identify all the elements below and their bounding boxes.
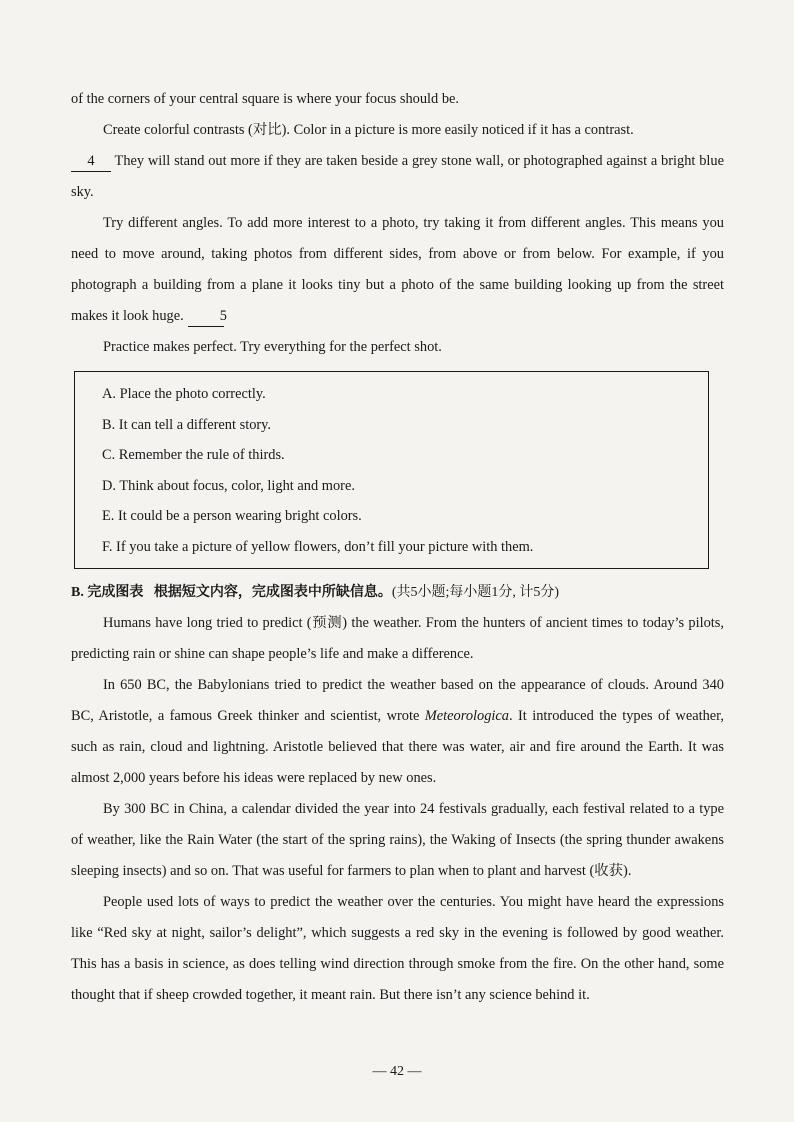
paragraph: People used lots of ways to predict the weather over the centuries. You might have heard the expressions like “Red sky at night, sailor’s delight”, which suggests a red sky in the evening is followed by good weather. This has a basis in science, as does telling wind direction through smoke from the fire. On the other hand, some thought that if sheep crowded together, it meant rain. But there isn’t any science behind it.	[71, 894, 724, 1003]
option-b: B. It can tell a different story.	[102, 416, 272, 433]
answer-blank-4[interactable]: 4	[71, 151, 111, 172]
option-e: E. It could be a person wearing bright colors.	[102, 508, 362, 524]
option-a: A. Place the photo correctly.	[102, 386, 266, 402]
paragraph-text: . It introduced the types of weather, such as rain, cloud and lightning. Aristotle believed that there was water, air and fire around the Earth. It was almost 2,000 years before his ideas were replaced by new ones.	[71, 708, 724, 786]
option-d: D. Think about focus, color, light and more.	[102, 477, 355, 494]
paragraph: of the corners of your central square is where your focus should be.	[71, 91, 460, 107]
paragraph	[71, 670, 724, 794]
answer-blank-5[interactable]: 5	[188, 306, 224, 327]
page-number: — 42 —	[372, 1064, 422, 1079]
paragraph	[71, 146, 724, 208]
section-instruction: 根据短文内容，完成图表中所缺信息。	[153, 585, 392, 600]
option-f: F. If you take a picture of yellow flowers, don’t fill your picture with them.	[102, 538, 534, 555]
section-heading	[71, 577, 724, 608]
paragraph-text: They will stand out more if they are taken beside a grey stone wall, or photographed against a bright blue sky.	[71, 153, 724, 200]
page-content	[71, 84, 724, 1011]
paragraph: Practice makes perfect. Try everything for the perfect shot.	[103, 339, 442, 355]
paragraph-text: Try different angles. To add more interest to a photo, try taking it from different angles. This means you need to move around, taking photos from different sides, from above or from below. For example, if you photograph a building from a plane it looks tiny but a photo of the same building looking up from the street makes it look huge.	[71, 215, 724, 324]
option-c: C. Remember the rule of thirds.	[102, 447, 285, 463]
paragraph-text: In 650 BC, the Babylonians tried to predict the weather based on the appearance of clouds. Around 340 BC, Aristotle, a famous Greek thinker and scientist, wrote	[71, 677, 724, 724]
paragraph: Humans have long tried to predict (预测) the weather. From the hunters of ancient times to today’s pilots, predicting rain or shine can shape people’s life and make a difference.	[71, 615, 724, 662]
paragraph	[71, 208, 724, 332]
book-title: Meteorologica	[424, 708, 509, 724]
paragraph: By 300 BC in China, a calendar divided the year into 24 festivals gradually, each festival related to a type of weather, like the Rain Water (the start of the spring rains), the Waking of Insects (the spring thunder awakens sleeping insects) and so on. That was useful for farmers to plan when to plant and harvest (收获).	[71, 801, 724, 879]
section-label: B. 完成图表	[71, 585, 144, 600]
options-box	[74, 371, 709, 569]
paragraph: Create colorful contrasts (对比). Color in a picture is more easily noticed if it has a contrast.	[103, 122, 634, 138]
section-score: (共5小题;每小题1分, 计5分)	[391, 585, 560, 600]
